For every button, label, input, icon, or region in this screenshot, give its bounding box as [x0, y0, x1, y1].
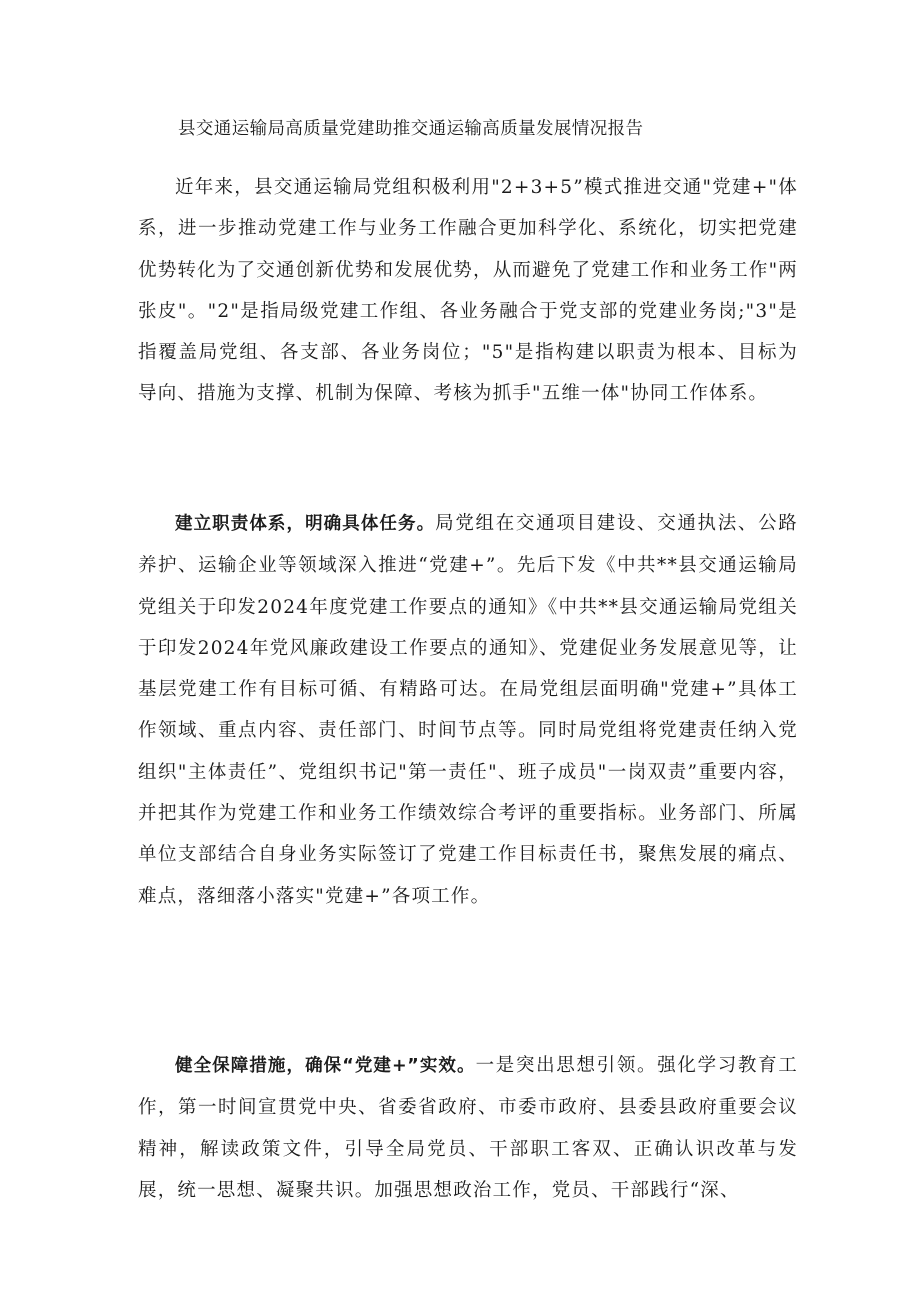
paragraph-safeguards: [138, 1045, 798, 1211]
paragraph-intro: [138, 167, 798, 415]
paragraph-body: 一是突出思想引领。强化学习教育工作，第一时间宣贯党中央、省委省政府、市委市政府、县委县政府重要会议精神，解读政策文件，引导全局党员、干部职工客双、正确认识改革与发展，统一思想、凝聚共识。加强思想政治工作，党员、干部践行“深、: [138, 1055, 798, 1201]
paragraph-lead-heading: 健全保障措施，确保“党建+”实效。: [175, 1056, 476, 1076]
paragraph-body: 局党组在交通项目建设、交通执法、公路养护、运输企业等领域深入推进“党建+”。先后下发《中共**县交通运输局党组关于印发2024年度党建工作要点的通知》《中共**县交通运输局党组关于印发2024年党风廉政建设工作要点的通知》、党建促业务发展意见等，让基层党建工作有目标可循、有精路可达。在局党组层面明确"党建+”具体工作领域、重点内容、责任部门、时间节点等。同时局党组将党建责任纳入党组织"主体责任”、党组织书记"第一责任"、班子成员"一岗双责”重要内容，并把其作为党建工作和业务工作绩效综合考评的重要指标。业务部门、所属单位支部结合自身业务实际签订了党建工作目标责任书，聚焦发展的痛点、难点，落细落小落实"党建+”各项工作。: [138, 513, 798, 907]
document-title: 县交通运输局高质量党建助推交通运输高质量发展情况报告: [178, 119, 644, 139]
paragraph-lead-heading: 建立职责体系，明确具体任务。: [175, 514, 436, 534]
paragraph-body: 近年来，县交通运输局党组积极利用"2+3+5”模式推进交通"党建+"体系，进一步推动党建工作与业务工作融合更加科学化、系统化，切实把党建优势转化为了交通创新优势和发展优势，从而避免了党建工作和业务工作"两张皮"。"2"是指局级党建工作组、各业务融合于党支部的党建业务岗;"3"是指覆盖局党组、各支部、各业务岗位；"5"是指构建以职责为根本、目标为导向、措施为支撑、机制为保障、考核为抓手"五维一体"协同工作体系。: [138, 177, 798, 405]
paragraph-responsibility: [138, 503, 798, 917]
